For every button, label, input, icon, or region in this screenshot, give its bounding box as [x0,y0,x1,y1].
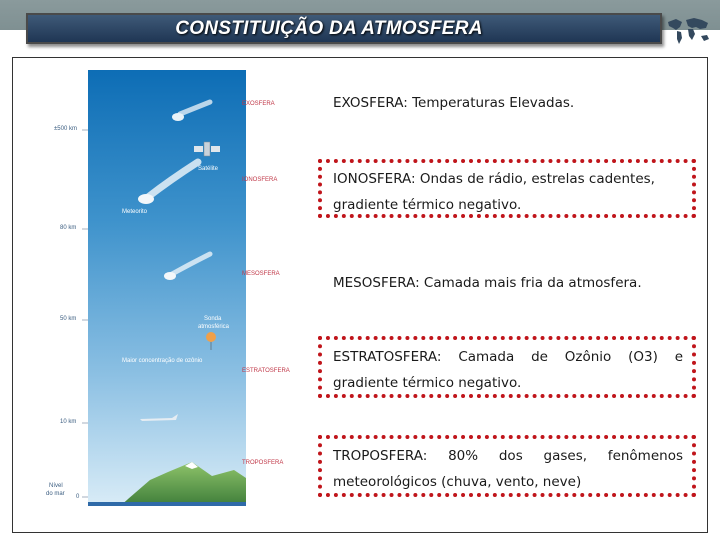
description-exosfera [333,90,683,116]
layer-name: TROPOSFERA: [333,448,428,464]
layer-description: Camada de Ozônio (O3) e [458,349,683,365]
layer-description-line2: gradiente térmico negativo. [333,375,522,391]
layer-description: Ondas de rádio, estrelas cadentes, [419,171,655,187]
layer-name: IONOSFERA: [333,171,416,187]
layer-label-ionosfera: IONOSFERA [242,177,278,183]
description-troposfera [333,443,683,495]
description-mesosfera [333,270,683,296]
title-bar [26,13,662,44]
altitude-label: ±500 km [54,126,77,132]
ozone-label: Maior concentração de ozônio [122,358,203,364]
layer-label-exosfera: EXOSFERA [242,101,275,107]
meteor [164,272,176,280]
slide-title: CONSTITUIÇÃO DA ATMOSFERA [175,17,483,39]
layer-name: ESTRATOSFERA: [333,349,442,365]
layer-description: 80% dos gases, fenômenos [448,448,683,464]
layer-label-troposfera: TROPOSFERA [242,460,284,466]
satellite-label: Satélite [198,166,219,172]
layer-description: Camada mais fria da atmosfera. [423,275,642,291]
sea [88,502,246,506]
layer-description: Temperaturas Elevadas. [412,95,575,111]
meteor [138,194,154,204]
meteor-label: Meteorito [122,209,148,215]
description-estratosfera [333,344,683,396]
probe-label: atmosférica [198,324,230,330]
layer-description-line2: meteorológicos (chuva, vento, neve) [333,474,582,490]
world-map-icon [664,14,712,48]
altitude-label: 10 km [60,419,77,425]
probe-label: Sonda [204,316,222,322]
altitude-label: 80 km [60,225,77,231]
meteor [172,113,184,121]
sea-level-label: do mar [46,491,65,497]
layer-label-mesosfera: MESOSFERA [242,271,280,277]
layer-name: EXOSFERA: [333,95,408,111]
altitude-label: 50 km [60,316,77,322]
atmosphere-figure [20,62,290,530]
layer-label-estratosfera: ESTRATOSFERA [242,368,290,374]
description-ionosfera [333,166,683,218]
layer-description-line2: gradiente térmico negativo. [333,197,522,213]
sea-level-label: Nível [49,483,63,489]
layer-name: MESOSFERA: [333,275,420,291]
altitude-label: 0 [76,494,80,500]
